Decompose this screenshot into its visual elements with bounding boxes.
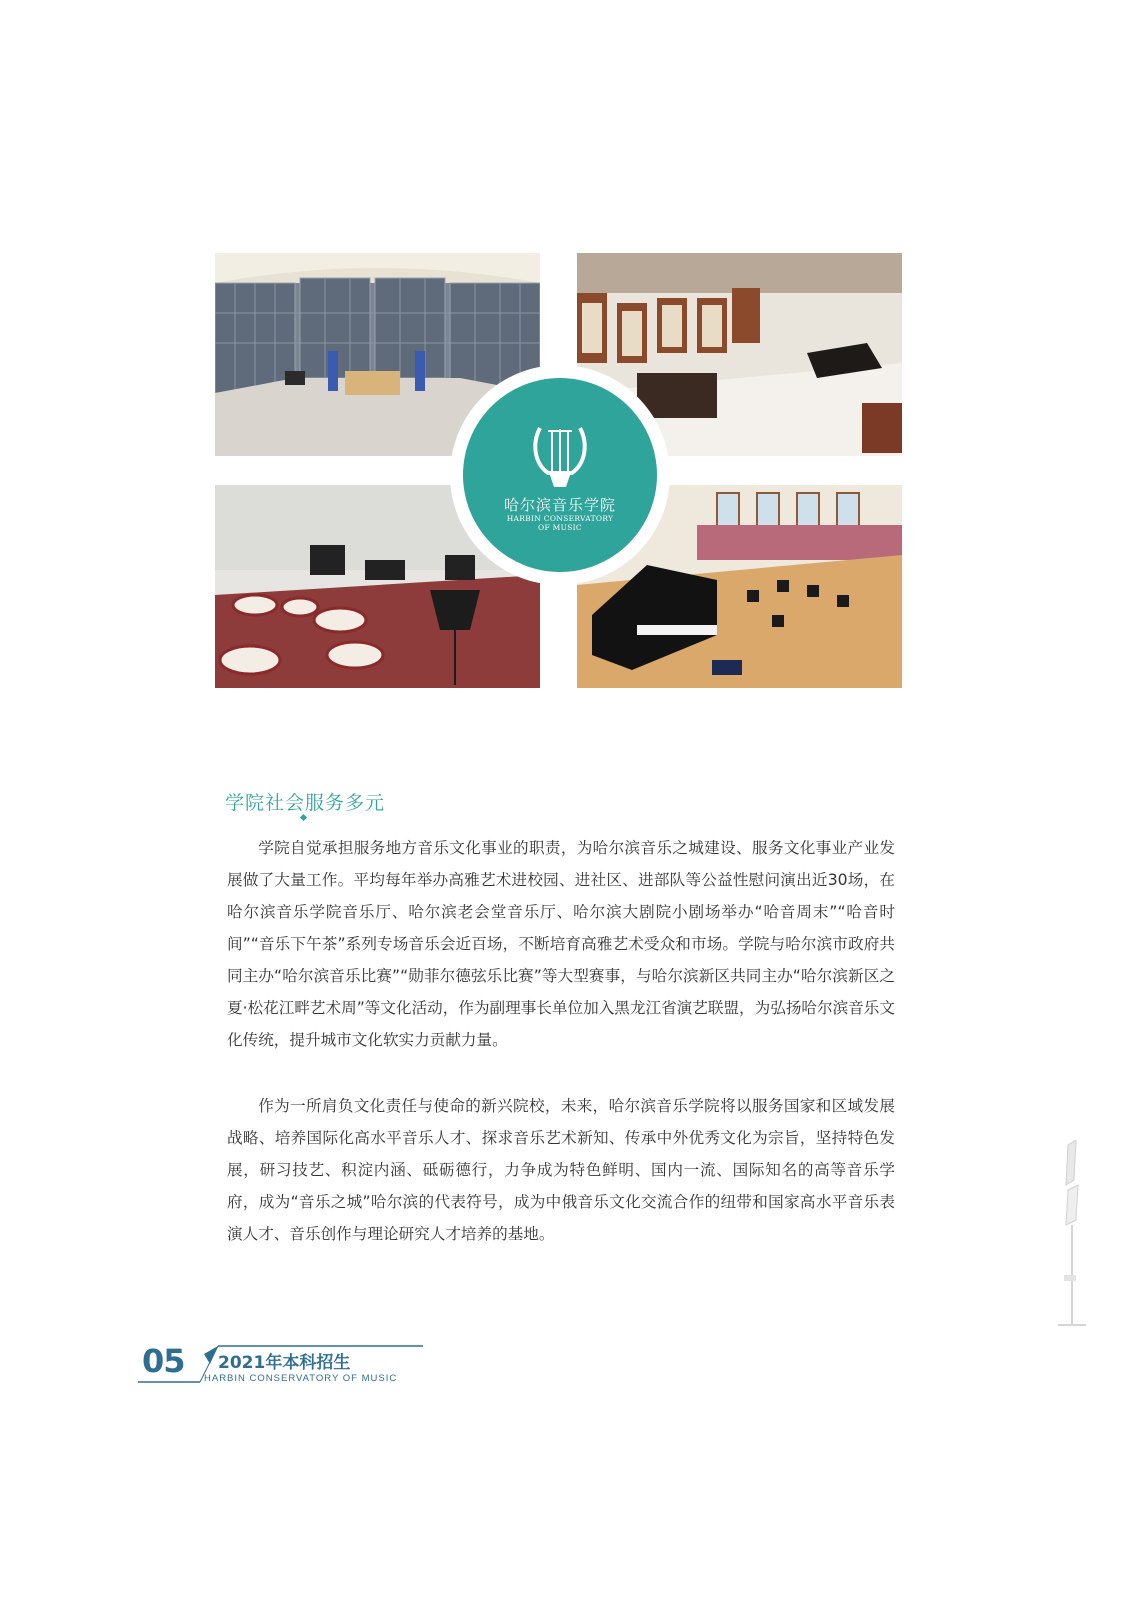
lyre-icon xyxy=(530,423,590,493)
college-logo xyxy=(463,378,657,572)
paragraph: 学院自觉承担服务地方音乐文化事业的职责，为哈尔滨音乐之城建设、服务文化事业产业发展做了大量工作。平均每年举办高雅艺术进校园、进社区、进部队等公益性慰问演出近30场，在哈尔滨音乐学院音乐厅、哈尔滨老会堂音乐厅、哈尔滨大剧院小剧场举办“哈音周末”“哈音时间”“音乐下午茶”系列专场音乐会近百场，不断培育高雅艺术受众和市场。学院与哈尔滨市政府共同主办“哈尔滨音乐比赛”“勋菲尔德弦乐比赛”等大型赛事，与哈尔滨新区共同主办“哈尔滨新区之夏·松花江畔艺术周”等文化活动，作为副理事长单位加入黑龙江省演艺联盟，为弘扬哈尔滨音乐文化传统，提升城市文化软实力贡献力量。 xyxy=(227,839,895,1049)
footer-title: 2021年本科招生 xyxy=(218,1353,351,1373)
section-heading: 学院社会服务多元 xyxy=(225,792,386,814)
logo-name-en: HARBIN CONSERVATORY OF MUSIC xyxy=(506,514,614,532)
paragraph: 作为一所肩负文化责任与使命的新兴院校，未来，哈尔滨音乐学院将以服务国家和区域发展战略、培养国际化高水平音乐人才、探求音乐艺术新知、传承中外优秀文化为宗旨，坚持特色发展，研习技艺、积淀内涵、砥砺德行，力争成为特色鲜明、国内一流、国际知名的高等音乐学府，成为“音乐之城”哈尔滨的代表符号，成为中俄音乐文化交流合作的纽带和国家高水平音乐表演人才、音乐创作与理论研究人才培养的基地。 xyxy=(227,1097,895,1243)
footer-subtitle: HARBIN CONSERVATORY OF MUSIC xyxy=(204,1373,398,1384)
logo-name-cn: 哈尔滨音乐学院 xyxy=(503,496,616,514)
music-stand-icon xyxy=(1058,1140,1088,1330)
page-number: 05 xyxy=(142,1342,185,1380)
heading-dot-icon xyxy=(300,814,307,821)
